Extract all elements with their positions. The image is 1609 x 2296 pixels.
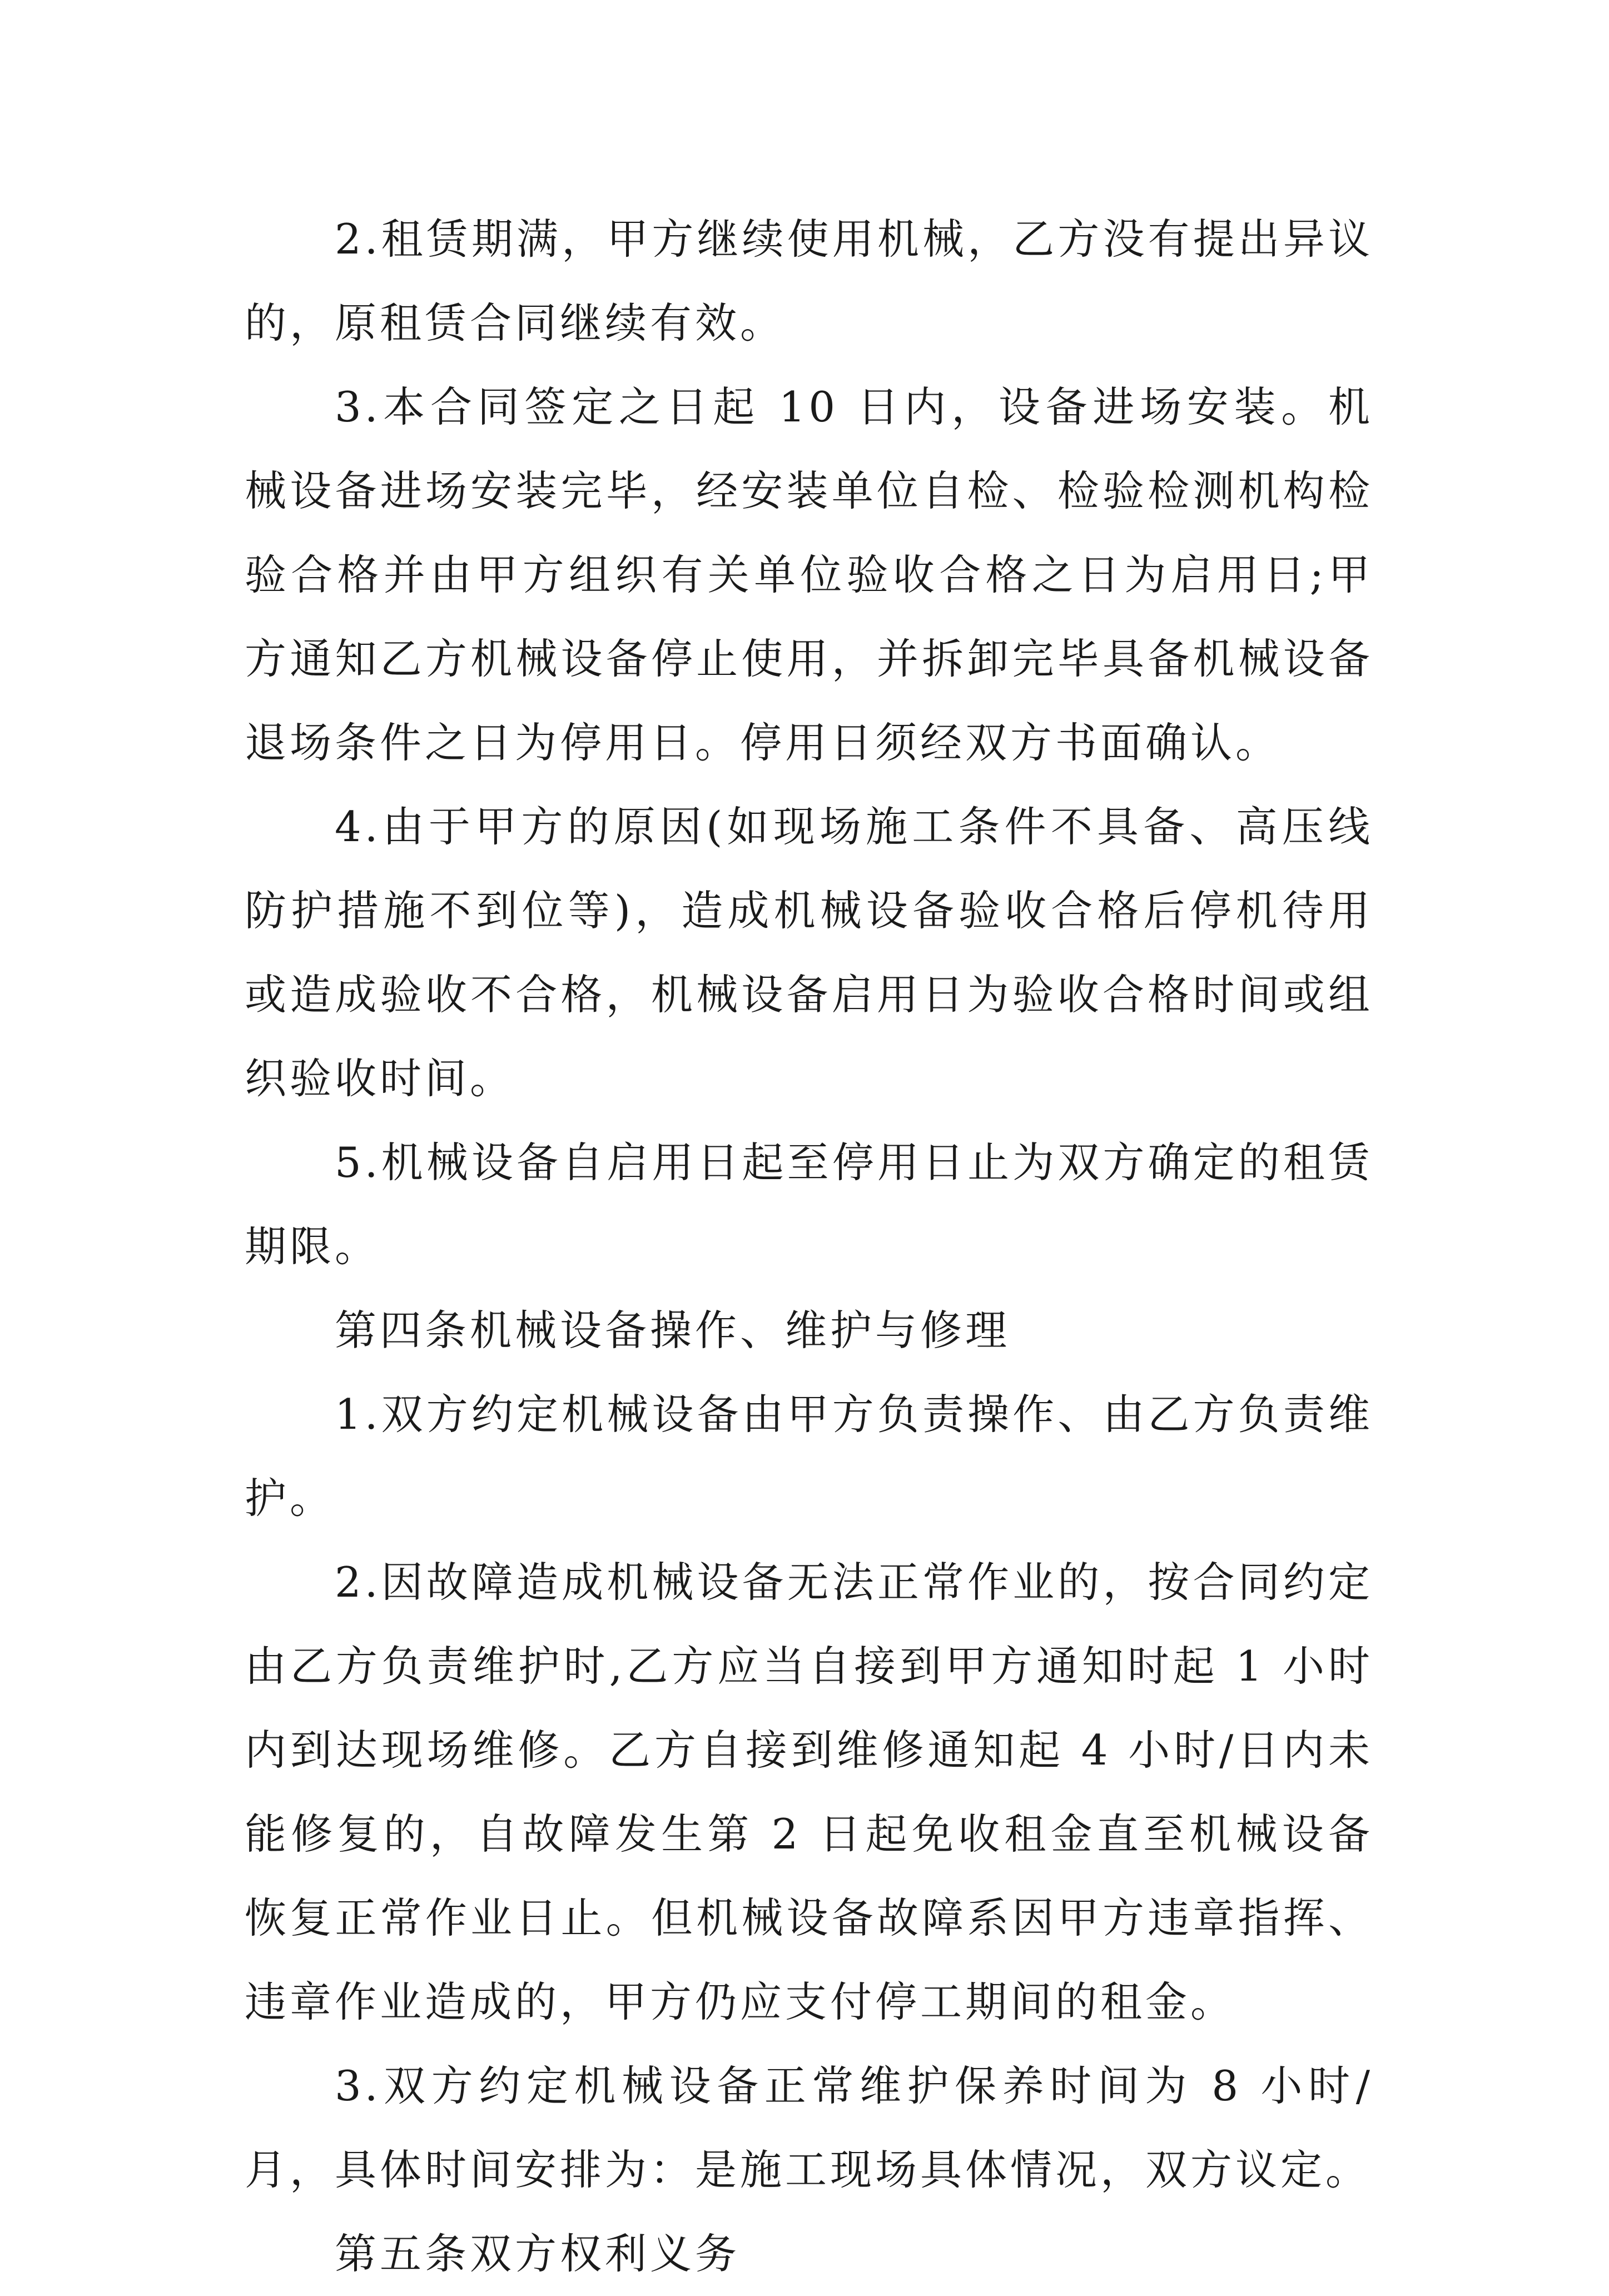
paragraph-installation-start: 3.本合同签定之日起 10 日内，设备进场安装。机械设备进场安装完毕，经安装单位自检、检验检测机构检验合格并由甲方组织有关单位验收合格之日为启用日;甲方通知乙方机械设备停止使用，并拆卸完毕具备机械设备退场条件之日为停用日。停用日须经双方书面确认。: [245, 382, 1373, 767]
paragraph-lease-expiry: 2.租赁期满，甲方继续使用机械，乙方没有提出异议的，原租赁合同继续有效。: [245, 215, 1373, 347]
paragraph-fault-repair: 2.因故障造成机械设备无法正常作业的，按合同约定由乙方负责维护时,乙方应当自接到甲方通知时起 1 小时内到达现场维修。乙方自接到维修通知起 4 小时/日内未能修复的，自故障发生第 2 日起免收租金直至机械设备恢复正常作业日止。但机械设备故障系因甲方违章指挥、违章作业造成的，甲方仍应支付停工期间的租金。: [245, 1558, 1373, 2026]
section-heading-article-5: 第五条双方权利义务: [335, 2229, 741, 2278]
paragraph-lease-term: 5.机械设备自启用日起至停用日止为双方确定的租赁期限。: [245, 1138, 1373, 1271]
paragraph-party-a-delay: 4.由于甲方的原因(如现场施工条件不具备、高压线防护措施不到位等)，造成机械设备验收合格后停机待用或造成验收不合格，机械设备启用日为验收合格时间或组织验收时间。: [245, 802, 1373, 1103]
document-page: [245, 197, 1373, 2296]
section-heading-article-4: 第四条机械设备操作、维护与修理: [335, 1306, 1011, 1355]
paragraph-operation-maintenance: 1.双方约定机械设备由甲方负责操作、由乙方负责维护。: [245, 1390, 1373, 1523]
paragraph-maintenance-schedule: 3.双方约定机械设备正常维护保养时间为 8 小时/月，具体时间安排为：是施工现场具体情况，双方议定。: [245, 2061, 1373, 2194]
